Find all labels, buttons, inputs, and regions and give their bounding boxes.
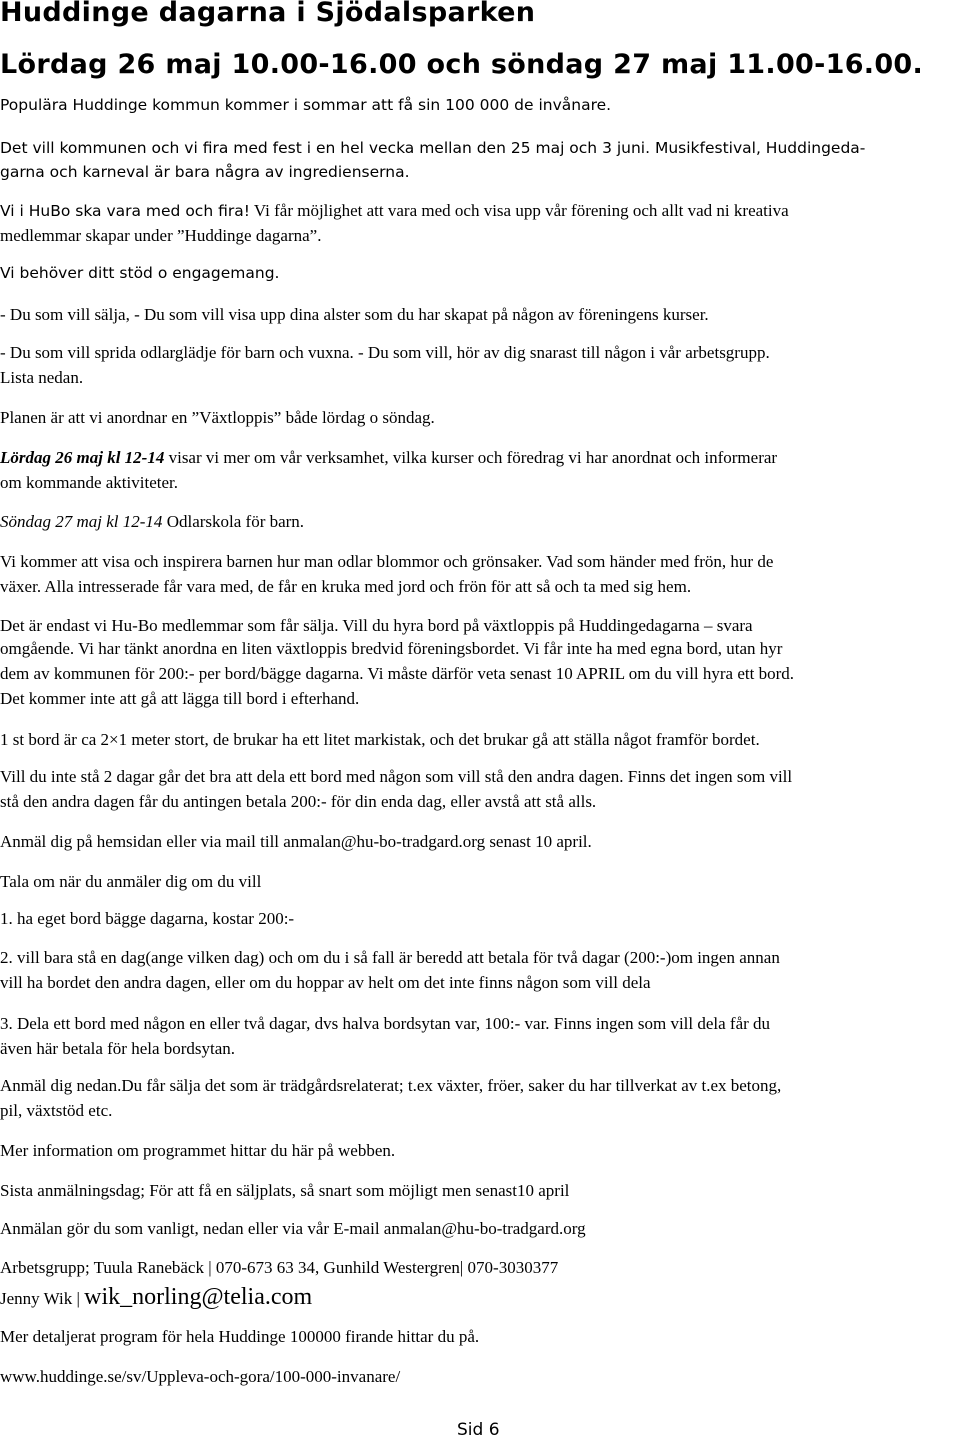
- saturday-label: Lördag 26 maj kl 12-14: [0, 448, 165, 467]
- intro-line-1: Populära Huddinge kommun kommer i sommar att få sin 100 000 de invånare.: [0, 96, 612, 114]
- members-line-2: omgående. Vi har tänkt anordna en liten växtloppis bredvid föreningsbordet. Vi får inte ha med egna bord, utan hyr: [0, 639, 783, 658]
- share-line-1: Vill du inte stå 2 dagar går det bra att dela ett bord med någon som vill stå den andra dagen. Finns det ingen som vill: [0, 767, 793, 786]
- option-2-line-2: vill ha bordet den andra dagen, eller om du hoppar av helt om det inte finns någon som vill dela: [0, 973, 651, 992]
- jenny-line: [0, 1286, 312, 1310]
- sunday-text: Odlarskola för barn.: [162, 512, 305, 531]
- hubo-continuation: Vi får möjlighet att vara med och visa upp vår förening och allt vad ni kreativa: [249, 201, 789, 220]
- plan-line: Planen är att vi anordnar en ”Växtloppis” både lördag o söndag.: [0, 408, 435, 427]
- saturday-line-2: om kommande aktiviteter.: [0, 473, 178, 492]
- option-3-line-1: 3. Dela ett bord med någon en eller två dagar, dvs halva bordsytan var, 100:- var. Finns ingen som vill dela får du: [0, 1014, 771, 1033]
- saturday-text: visar vi mer om vår verksamhet, vilka kurser och föredrag vi har anordnat och informerar: [164, 448, 778, 467]
- event-dates-heading: Lördag 26 maj 10.00-16.00 och söndag 27 maj 11.00-16.00.: [0, 49, 924, 80]
- intro-line-3: garna och karneval är bara några av ingredienserna.: [0, 163, 410, 181]
- more-info-line: Mer information om programmet hittar du här på webben.: [0, 1141, 396, 1160]
- hubo-sentence: Vi i HuBo ska vara med och fira!: [0, 202, 250, 220]
- kids-line-1: Vi kommer att visa och inspirera barnen hur man odlar blommor och grönsaker. Vad som händer med frön, hur de: [0, 552, 774, 571]
- share-line-2: stå den andra dagen får du antingen betala 200:- för din enda dag, eller avstå att stå alls.: [0, 792, 597, 811]
- page-title: Huddinge dagarna i Sjödalsparken: [0, 0, 536, 28]
- program-url[interactable]: www.huddinge.se/sv/Uppleva-och-gora/100-000-invanare/: [0, 1367, 401, 1386]
- spread-line: - Du som vill sprida odlarglädje för barn och vuxna. - Du som vill, hör av dig snarast till någon i vår arbetsgrupp.: [0, 343, 770, 362]
- jenny-name: Jenny Wik |: [0, 1289, 85, 1308]
- jenny-email[interactable]: wik_norling@telia.com: [84, 1284, 313, 1310]
- page-number: Sid 6: [457, 1420, 500, 1440]
- option-2-line-1: 2. vill bara stå en dag(ange vilken dag) och om du i så fall är beredd att betala för två dagar (200:-)om ingen annan: [0, 948, 780, 967]
- sunday-line: [0, 511, 304, 533]
- members-line-1: Det är endast vi Hu-Bo medlemmar som får sälja. Vill du hyra bord på växtloppis på Huddingedagarna – svara: [0, 616, 753, 635]
- option-3-line-2: även här betala för hela bordsytan.: [0, 1039, 236, 1058]
- hubo-paragraph-line-2: medlemmar skapar under ”Huddinge dagarna”.: [0, 226, 322, 245]
- tell-line: Tala om när du anmäler dig om du vill: [0, 872, 262, 891]
- sunday-label: Söndag 27 maj kl 12-14: [0, 512, 163, 531]
- saturday-line-1: [0, 447, 777, 469]
- sell-info-line-1: Anmäl dig nedan.Du får sälja det som är trädgårdsrelaterat; t.ex växter, fröer, saker du har tillverkat av t.ex betong,: [0, 1076, 782, 1095]
- support-line: Vi behöver ditt stöd o engagemang.: [0, 264, 280, 282]
- intro-line-2: Det vill kommunen och vi fira med fest i en hel vecka mellan den 25 maj och 3 juni. Musikfestival, Huddingeda-: [0, 139, 866, 157]
- hubo-paragraph-line-1: [0, 200, 789, 222]
- list-line: Lista nedan.: [0, 368, 84, 387]
- kids-line-2: växer. Alla intresserade får vara med, de får en kruka med jord och frön för att så och ta med sig hem.: [0, 577, 692, 596]
- sell-info-line-2: pil, växtstöd etc.: [0, 1101, 113, 1120]
- register-line: Anmäl dig på hemsidan eller via mail till anmalan@hu-bo-tradgard.org senast 10 april.: [0, 832, 592, 851]
- members-line-4: Det kommer inte att gå att lägga till bord i efterhand.: [0, 689, 360, 708]
- workgroup-line: Arbetsgrupp; Tuula Ranebäck | 070-673 63 34, Gunhild Westergren| 070-3030377: [0, 1258, 559, 1277]
- program-line: Mer detaljerat program för hela Huddinge 100000 firande hittar du på.: [0, 1327, 480, 1346]
- option-1: 1. ha eget bord bägge dagarna, kostar 200:-: [0, 909, 295, 928]
- howto-line: Anmälan gör du som vanligt, nedan eller via vår E-mail anmalan@hu-bo-tradgard.org: [0, 1219, 586, 1238]
- sell-line: - Du som vill sälja, - Du som vill visa upp dina alster som du har skapat på någon av föreningens kurser.: [0, 305, 709, 324]
- deadline-line: Sista anmälningsdag; För att få en säljplats, så snart som möjligt men senast10 april: [0, 1181, 570, 1200]
- members-line-3: dem av kommunen för 200:- per bord/bägge dagarna. Vi måste därför veta senast 10 APRIL om du vill hyra ett bord.: [0, 664, 795, 683]
- table-size-line: 1 st bord är ca 2×1 meter stort, de brukar ha ett litet markistak, och det brukar gå att ställa något framför bordet.: [0, 730, 760, 749]
